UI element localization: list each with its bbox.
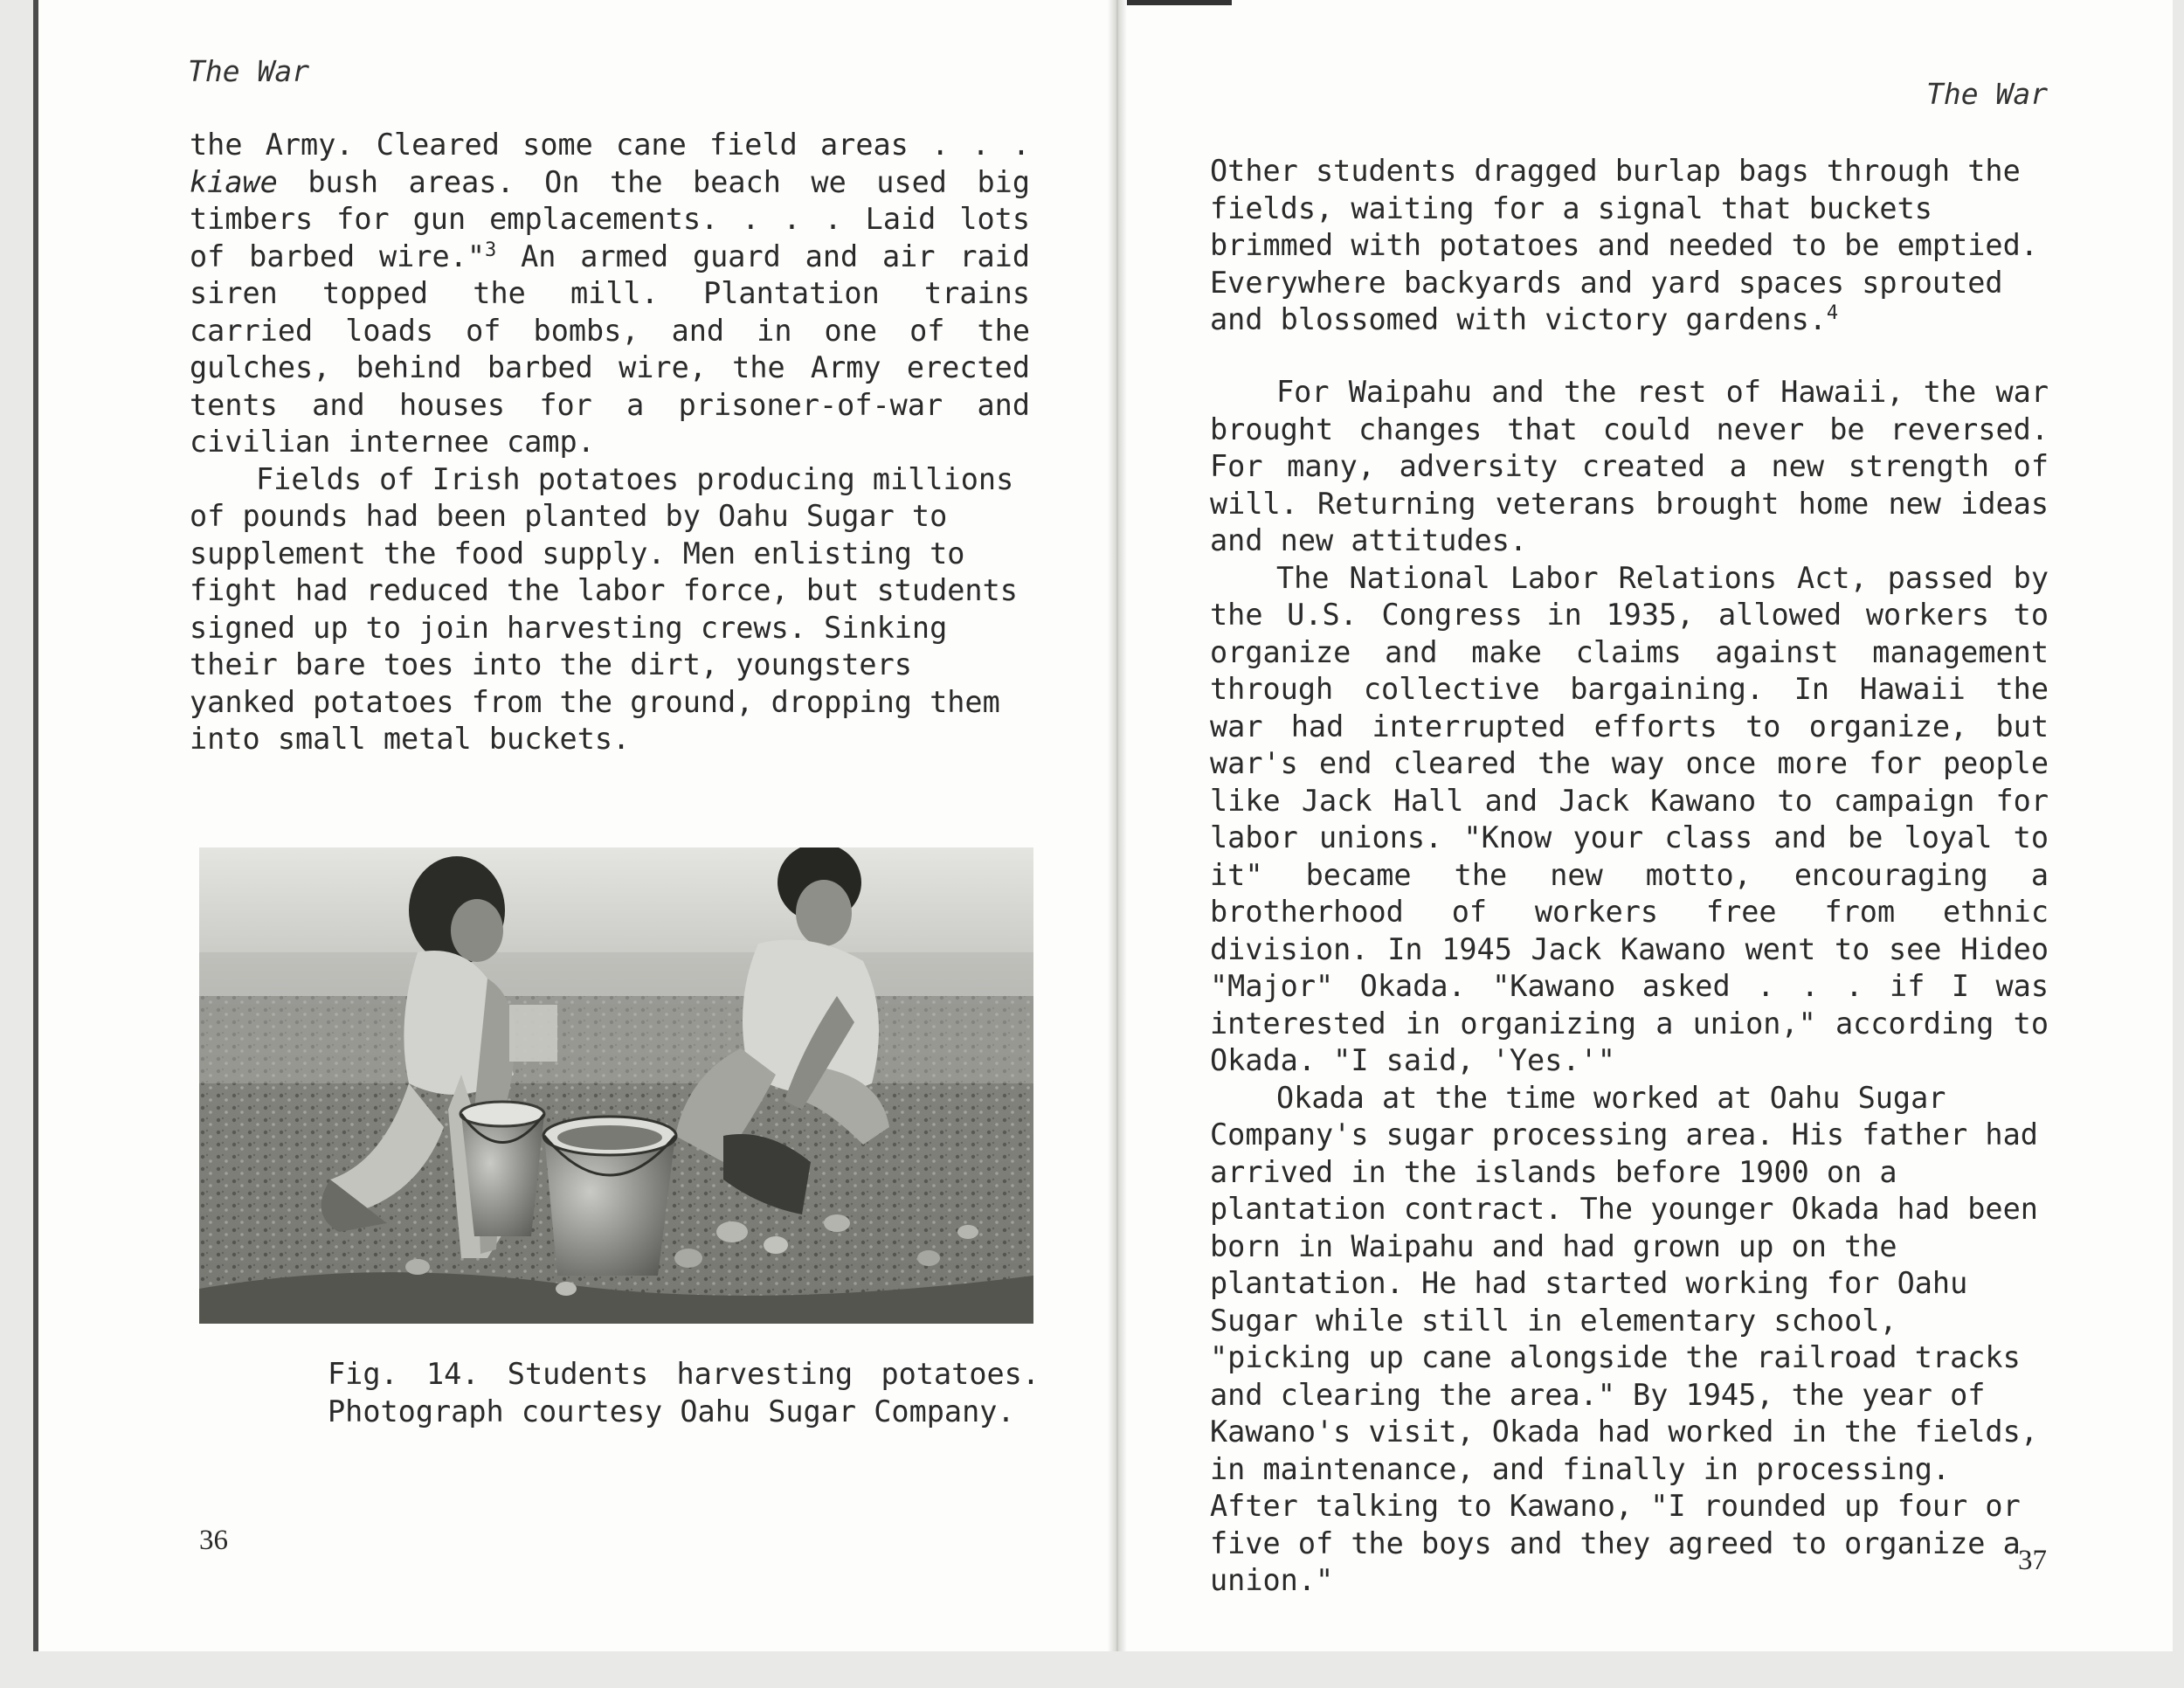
right-paragraph-4: Okada at the time worked at Oahu Sugar Company's sugar processing area. His father had arrived in the islands before 1900 on a plantation contract. The younger Okada had been born in Waipahu and had grown up on the plantation. He had started working for Oahu Sugar while still in elementary school, "picking up cane alongside the railroad tracks and clearing the area." By 1945, the year of Kawano's visit, Okada had worked in the fields, in maintenance, and finally in processing. After talking to Kawano, "I rounded up four or five of the boys and they agreed to organize a union." (1210, 1080, 2038, 1597)
figure-photo (199, 847, 1033, 1324)
kiawe-italic: kiawe (190, 164, 278, 199)
figure-caption (328, 1356, 1040, 1430)
right-paragraph-1 (1210, 153, 2049, 339)
footnote-ref: 3 (485, 239, 497, 261)
left-text-block (190, 127, 1030, 758)
right-paragraph-2: For Waipahu and the rest of Hawaii, the war brought changes that could never be reversed. For many, adversity created a new strength of will. Returning veterans brought home new ideas and new attitudes. (1210, 375, 2049, 557)
text-span: Other students dragged burlap bags through the fields, waiting for a signal that buckets brimmed with potatoes and needed to be emptied. Everywhere backyards and yard spaces sprouted and blossomed with victory gardens. (1210, 154, 2038, 336)
text-span: bush areas. On the beach we used big timbers for gun emplacements. . . . Laid lots of barbed wire." (190, 164, 1031, 273)
caption-line-2: Photograph courtesy Oahu Sugar Company. (328, 1394, 1015, 1429)
footnote-ref: 4 (1826, 302, 1839, 324)
running-head-right: The War (1926, 77, 2049, 111)
caption-line-1: Fig. 14. Students harvesting potatoes. (328, 1357, 1040, 1391)
top-rule (1127, 0, 1232, 5)
right-text-block-2 (1210, 374, 2049, 1600)
right-paragraph-3: The National Labor Relations Act, passed by the U.S. Congress in 1935, allowed workers to organize and make claims against management through collective bargaining. In Hawaii the war had interrupted efforts to organize, but war's end cleared the way once more for people like Jack Hall and Jack Kawano to campaign for labor unions. "Know your class and be loyal to it" became the new motto, encouraging a brotherhood of workers free from ethnic division. In 1945 Jack Kawano went to see Hideo "Major" Okada. "Kawano asked . . . if I was interested in organizing a union," according to Okada. "I said, 'Yes.'" (1210, 560, 2049, 1077)
page-number-right: 37 (2018, 1545, 2047, 1576)
book-gutter (1108, 0, 1127, 1651)
page-number-left: 36 (199, 1525, 228, 1556)
right-text-block-1 (1210, 153, 2049, 339)
left-paragraph-2: Fields of Irish potatoes producing millions of pounds had been planted by Oahu Sugar to supplement the food supply. Men enlisting to fight had reduced the labor force, but students signed up to join harvesting crews. Sinking their bare toes into the dirt, youngsters yanked potatoes from the ground, dropping them into small metal buckets. (190, 461, 1018, 756)
left-paragraph-1 (190, 127, 1030, 461)
text-span: An armed guard and air raid siren topped the mill. Plantation trains carried loads of bombs, and in one of the gulches, behind barbed wire, the Army erected tents and houses for a prisoner-of-war and civilian internee camp. (190, 239, 1031, 459)
running-head-left: The War (188, 54, 310, 88)
potato-harvest-photo (199, 847, 1033, 1324)
text-span: the Army. Cleared some cane field areas . . . (190, 128, 1030, 162)
